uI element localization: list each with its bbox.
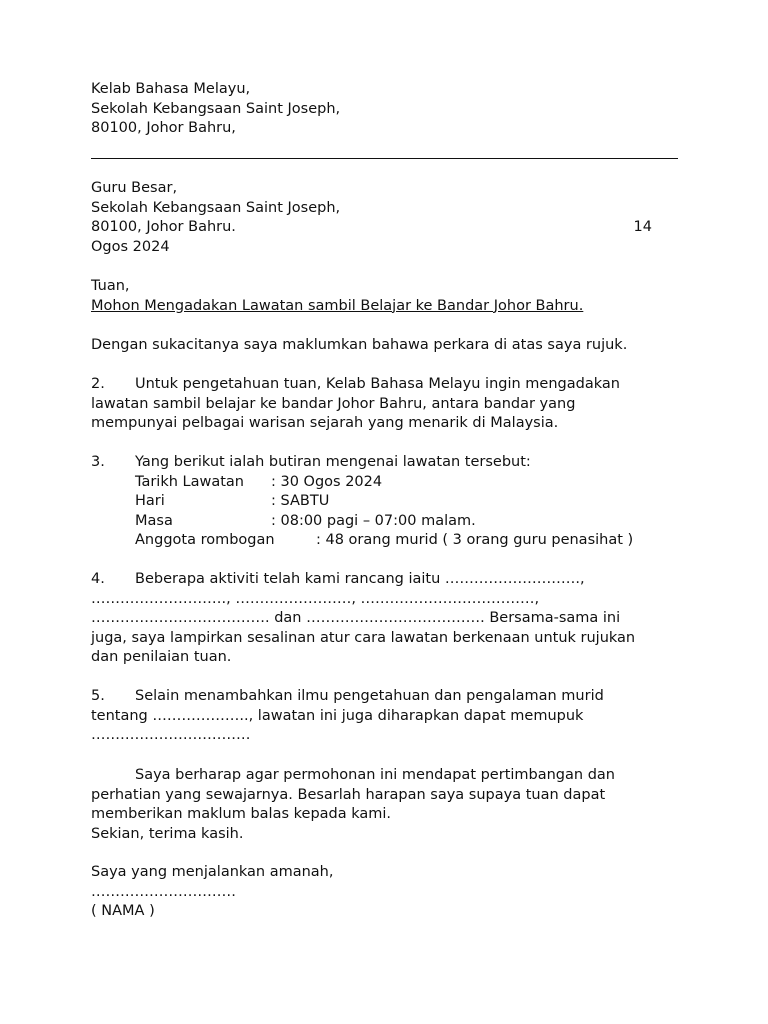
opening-text: Dengan sukacitanya saya maklumkan bahawa perkara di atas saya rujuk. xyxy=(91,337,628,353)
detail-label: Tarikh Lawatan xyxy=(135,473,244,490)
para5-line-3: …………………………… xyxy=(91,727,251,743)
para5-number: 5. xyxy=(91,688,105,704)
letter-date-rest: Ogos 2024 xyxy=(91,238,170,255)
para3-number: 3. xyxy=(91,454,105,470)
para4-number: 4. xyxy=(91,571,105,587)
opening-paragraph xyxy=(91,336,681,356)
signature-line-1: Saya yang menjalankan amanah, xyxy=(91,864,334,880)
closing-line-4: Sekian, terima kasih. xyxy=(91,825,244,842)
sender-address xyxy=(91,80,681,139)
closing-line-1: Saya berharap agar permohonan ini mendapat pertimbangan dan xyxy=(135,767,615,783)
detail-row-date xyxy=(91,473,681,493)
detail-row-day xyxy=(91,492,681,512)
signature-name: ( NAMA ) xyxy=(91,903,155,919)
detail-value: : 08:00 pagi – 07:00 malam. xyxy=(271,512,476,529)
para3-intro: Yang berikut ialah butiran mengenai lawatan tersebut: xyxy=(135,454,531,470)
paragraph-4 xyxy=(91,570,681,668)
salutation: Tuan, xyxy=(91,278,130,294)
para2-number: 2. xyxy=(91,376,105,392)
letter-date-day: 14 xyxy=(633,219,652,235)
signature-block xyxy=(91,863,681,922)
closing-line-2: perhatian yang sewajarnya. Besarlah harapan saya supaya tuan dapat xyxy=(91,786,606,803)
para2-line-3: mempunyai pelbagai warisan sejarah yang menarik di Malaysia. xyxy=(91,415,559,431)
detail-value: : 48 orang murid ( 3 orang guru penasihat ) xyxy=(316,532,634,548)
recipient-address xyxy=(91,179,652,257)
sender-line-3: 80100, Johor Bahru, xyxy=(91,120,236,136)
para4-line-3: ………………………………. dan ………………………………. Bersama-sama ini xyxy=(91,610,621,626)
letter-subject: Mohon Mengadakan Lawatan sambil Belajar ke Bandar Johor Bahru. xyxy=(91,297,584,314)
para4-line-2: ………………………., ……………………, ………………………………, xyxy=(91,590,540,607)
detail-label: Anggota rombogan xyxy=(135,532,275,548)
detail-label: Masa xyxy=(135,512,173,529)
para4-line-5: dan penilaian tuan. xyxy=(91,649,232,665)
detail-value: : 30 Ogos 2024 xyxy=(271,473,383,490)
paragraph-5 xyxy=(91,687,681,746)
para2-line-2: lawatan sambil belajar ke bandar Johor Bahru, antara bandar yang xyxy=(91,395,576,412)
closing-paragraph xyxy=(91,766,681,844)
detail-row-time xyxy=(91,512,681,532)
para4-line-4: juga, saya lampirkan sesalinan atur cara lawatan berkenaan untuk rujukan xyxy=(91,629,636,646)
paragraph-3 xyxy=(91,453,681,551)
recipient-title: Guru Besar, xyxy=(91,180,178,196)
paragraph-2 xyxy=(91,375,681,434)
recipient-line-3: 80100, Johor Bahru. xyxy=(91,219,236,235)
para5-line-2: tentang ……………….., lawatan ini juga diharapkan dapat memupuk xyxy=(91,707,584,724)
detail-label: Hari xyxy=(135,493,165,509)
para5-line-1: Selain menambahkan ilmu pengetahuan dan pengalaman murid xyxy=(135,688,604,704)
closing-line-3: memberikan maklum balas kepada kami. xyxy=(91,806,392,822)
sender-line-1: Kelab Bahasa Melayu, xyxy=(91,81,251,97)
para2-line-1: Untuk pengetahuan tuan, Kelab Bahasa Melayu ingin mengadakan xyxy=(135,376,620,392)
detail-value: : SABTU xyxy=(271,493,330,509)
signature-dotted-line: ………………………… xyxy=(91,883,236,900)
salutation-block xyxy=(91,277,681,316)
sender-line-2: Sekolah Kebangsaan Saint Joseph, xyxy=(91,100,341,117)
header-divider xyxy=(91,158,678,159)
detail-row-members xyxy=(91,531,681,551)
recipient-line-2: Sekolah Kebangsaan Saint Joseph, xyxy=(91,199,341,216)
para4-line-1: Beberapa aktiviti telah kami rancang iaitu ………………………., xyxy=(135,571,585,587)
